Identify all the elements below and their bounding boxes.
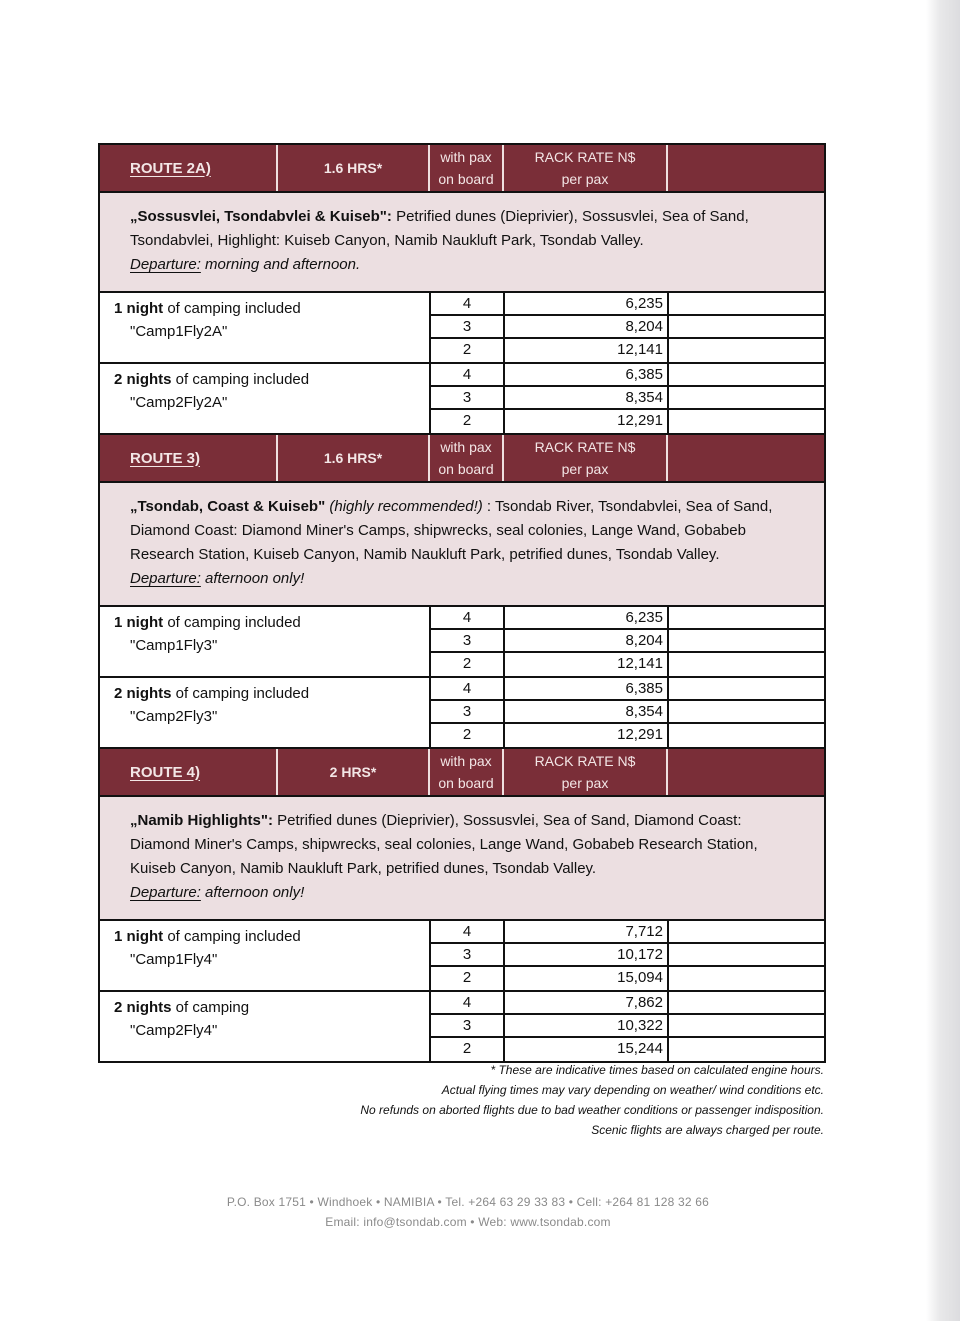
route-name: ROUTE 2A) (100, 145, 278, 191)
route-title: „Tsondab, Coast & Kuiseb" (130, 498, 326, 515)
nights-word: night (126, 928, 164, 945)
footnote-flying-times: Actual flying times may vary depending on weather/ wind conditions etc. (441, 1083, 824, 1097)
route-highlights: Petrified dunes (Dieprivier), Sossusvlei, Sea of Sand, Diamond Coast: Diamond Miner's Camps, shipwrecks, seal colonies, Lange Wand, Gobabeb Research Station, Kuiseb Canyon, Namib Naukluft Park, petrified dunes, Tsondab Valley. (130, 812, 758, 877)
pax-count-cell: 4 (431, 678, 505, 699)
rack-rate-cell: 6,235 (505, 607, 669, 628)
rate-row (431, 339, 824, 362)
route-header (100, 145, 824, 191)
description-body (130, 809, 794, 881)
route-highlights: : Tsondab River, Tsondabvlei, Sea of Sand, Diamond Coast: Diamond Miner's Camps, shipwrecks, seal colonies, Lange Wand, Gobabeb Research Station, Kuiseb Canyon, Namib Naukluft Park, petrified dunes, Tsondab Valley. (130, 498, 773, 563)
empty-header-cell (668, 749, 824, 795)
departure-label: Departure: (130, 256, 201, 273)
empty-cell (669, 1038, 824, 1061)
camping-description: of camping included (163, 300, 301, 317)
rack-rate-cell: 8,204 (505, 316, 669, 337)
camping-option (100, 364, 824, 433)
rate-rows (431, 678, 824, 747)
departure-line (130, 253, 794, 277)
route-header (100, 749, 824, 795)
pax-count-cell: 2 (431, 967, 505, 990)
nights-count: 1 (114, 300, 123, 317)
route-flight-time: 1.6 HRS* (278, 435, 430, 481)
camping-option (100, 607, 824, 678)
route-block (98, 433, 826, 747)
rate-row (431, 630, 824, 653)
rate-rows (431, 293, 824, 362)
camping-nights-line (114, 996, 415, 1019)
nights-word: nights (126, 685, 172, 702)
rack-rate-cell: 8,354 (505, 387, 669, 408)
contact-email-web: Email: info@tsondab.com • Web: www.tsondab.com (325, 1215, 611, 1229)
pax-count-cell: 4 (431, 992, 505, 1013)
route-description (100, 795, 824, 921)
pax-count-cell: 3 (431, 630, 505, 651)
empty-header-cell (668, 145, 824, 191)
pax-count-cell: 2 (431, 653, 505, 676)
pax-count-cell: 4 (431, 293, 505, 314)
pax-count-cell: 3 (431, 387, 505, 408)
camping-nights-line (114, 925, 415, 948)
footnote-engine-hours: * These are indicative times based on calculated engine hours. (490, 1063, 824, 1077)
nights-count: 1 (114, 614, 123, 631)
departure-line (130, 567, 794, 591)
camping-nights-line (114, 682, 415, 705)
empty-cell (669, 992, 824, 1013)
rate-row (431, 921, 824, 944)
rate-row (431, 364, 824, 387)
pax-header-line: on board (438, 171, 494, 187)
route-name: ROUTE 3) (100, 435, 278, 481)
camping-nights-line (114, 611, 415, 634)
rate-row (431, 316, 824, 339)
route-rate-table (98, 143, 826, 1063)
camping-nights-line (114, 368, 415, 391)
rate-column-header (504, 749, 668, 795)
route-flight-time: 1.6 HRS* (278, 145, 430, 191)
empty-cell (669, 293, 824, 314)
rate-row (431, 1038, 824, 1061)
rack-rate-cell: 10,322 (505, 1015, 669, 1036)
pax-count-cell: 2 (431, 1038, 505, 1061)
rack-rate-cell: 15,244 (505, 1038, 669, 1061)
empty-cell (669, 339, 824, 362)
empty-cell (669, 678, 824, 699)
empty-cell (669, 316, 824, 337)
footnotes (360, 1060, 824, 1140)
departure-label: Departure: (130, 570, 201, 587)
camping-option-label (100, 678, 431, 747)
empty-header-cell (668, 435, 824, 481)
camping-option (100, 921, 824, 992)
camping-option (100, 678, 824, 747)
package-code: "Camp1Fly4" (130, 951, 218, 968)
nights-word: nights (126, 371, 172, 388)
route-block (98, 747, 826, 1063)
departure-line (130, 881, 794, 905)
rate-row (431, 293, 824, 316)
camping-option-label (100, 992, 431, 1061)
camping-description: of camping included (163, 614, 301, 631)
empty-cell (669, 967, 824, 990)
rack-rate-cell: 12,141 (505, 653, 669, 676)
description-body (130, 495, 794, 567)
rate-row (431, 967, 824, 990)
pax-count-cell: 2 (431, 339, 505, 362)
scan-edge-shadow (926, 0, 960, 1321)
pax-count-cell: 3 (431, 316, 505, 337)
pax-count-cell: 3 (431, 1015, 505, 1036)
package-code: "Camp1Fly2A" (130, 323, 228, 340)
pax-count-cell: 2 (431, 410, 505, 433)
rate-row (431, 944, 824, 967)
rate-row (431, 653, 824, 676)
pax-count-cell: 4 (431, 607, 505, 628)
rate-row (431, 701, 824, 724)
rate-header-line: per pax (561, 775, 609, 791)
rack-rate-cell: 6,385 (505, 364, 669, 385)
rack-rate-cell: 7,862 (505, 992, 669, 1013)
pax-count-cell: 3 (431, 944, 505, 965)
route-description (100, 481, 824, 607)
pax-count-cell: 2 (431, 724, 505, 747)
rate-row (431, 992, 824, 1015)
route-header (100, 435, 824, 481)
rack-rate-cell: 12,291 (505, 724, 669, 747)
pax-count-cell: 4 (431, 364, 505, 385)
pax-header-line: with pax (440, 439, 492, 455)
empty-cell (669, 607, 824, 628)
route-highlights: Petrified dunes (Dieprivier), Sossusvlei, Sea of Sand, Tsondabvlei, Highlight: Kuiseb Canyon, Namib Naukluft Park, Tsondab Valley. (130, 208, 749, 249)
pax-column-header (430, 435, 504, 481)
nights-count: 2 (114, 371, 123, 388)
rack-rate-cell: 7,712 (505, 921, 669, 942)
camping-option-label (100, 921, 431, 990)
package-code: "Camp2Fly3" (130, 708, 218, 725)
contact-footer (0, 1192, 936, 1232)
pax-header-line: on board (438, 461, 494, 477)
rate-rows (431, 992, 824, 1061)
nights-count: 1 (114, 928, 123, 945)
rack-rate-cell: 6,235 (505, 293, 669, 314)
rate-row (431, 410, 824, 433)
departure-times: afternoon only! (200, 570, 305, 587)
footnote-charged-per-route: Scenic flights are always charged per route. (591, 1123, 824, 1137)
route-name: ROUTE 4) (100, 749, 278, 795)
rate-rows (431, 921, 824, 990)
rack-rate-cell: 12,291 (505, 410, 669, 433)
rate-row (431, 387, 824, 410)
rack-rate-cell: 10,172 (505, 944, 669, 965)
package-code: "Camp1Fly3" (130, 637, 218, 654)
rate-header-line: per pax (561, 461, 609, 477)
empty-cell (669, 1015, 824, 1036)
rate-row (431, 1015, 824, 1038)
pax-count-cell: 3 (431, 701, 505, 722)
departure-times: afternoon only! (200, 884, 305, 901)
nights-word: night (126, 614, 164, 631)
route-flight-time: 2 HRS* (278, 749, 430, 795)
rate-row (431, 607, 824, 630)
rate-header-line: RACK RATE N$ (534, 753, 636, 769)
rate-column-header (504, 145, 668, 191)
camping-option-label (100, 364, 431, 433)
pax-header-line: on board (438, 775, 494, 791)
package-code: "Camp2Fly2A" (130, 394, 228, 411)
empty-cell (669, 410, 824, 433)
camping-description: of camping included (163, 928, 301, 945)
route-block (98, 143, 826, 433)
rack-rate-cell: 15,094 (505, 967, 669, 990)
empty-cell (669, 921, 824, 942)
empty-cell (669, 387, 824, 408)
camping-nights-line (114, 297, 415, 320)
nights-word: night (126, 300, 164, 317)
camping-option-label (100, 607, 431, 676)
route-description (100, 191, 824, 293)
camping-description: of camping included (171, 371, 310, 388)
rack-rate-cell: 12,141 (505, 339, 669, 362)
route-title: „Namib Highlights": (130, 812, 273, 829)
camping-option-label (100, 293, 431, 362)
rate-header-line: RACK RATE N$ (534, 149, 636, 165)
camping-description: of camping included (171, 685, 310, 702)
description-body (130, 205, 794, 253)
rack-rate-cell: 8,204 (505, 630, 669, 651)
rate-rows (431, 607, 824, 676)
departure-times: morning and afternoon. (200, 256, 361, 273)
rate-column-header (504, 435, 668, 481)
rate-header-line: RACK RATE N$ (534, 439, 636, 455)
nights-count: 2 (114, 685, 123, 702)
empty-cell (669, 944, 824, 965)
pax-header-line: with pax (440, 149, 492, 165)
rate-header-line: per pax (561, 171, 609, 187)
rate-row (431, 678, 824, 701)
pax-header-line: with pax (440, 753, 492, 769)
empty-cell (669, 630, 824, 651)
rack-rate-cell: 8,354 (505, 701, 669, 722)
rack-rate-cell: 6,385 (505, 678, 669, 699)
empty-cell (669, 724, 824, 747)
empty-cell (669, 653, 824, 676)
rate-row (431, 724, 824, 747)
pax-column-header (430, 145, 504, 191)
package-code: "Camp2Fly4" (130, 1022, 218, 1039)
rate-rows (431, 364, 824, 433)
camping-description: of camping (171, 999, 250, 1016)
camping-option (100, 992, 824, 1061)
pax-column-header (430, 749, 504, 795)
empty-cell (669, 364, 824, 385)
nights-word: nights (126, 999, 172, 1016)
route-title: „Sossusvlei, Tsondabvlei & Kuiseb": (130, 208, 392, 225)
contact-address-phone: P.O. Box 1751 • Windhoek • NAMIBIA • Tel. +264 63 29 33 83 • Cell: +264 81 128 32 66 (226, 1195, 710, 1209)
pax-count-cell: 4 (431, 921, 505, 942)
departure-label: Departure: (130, 884, 201, 901)
empty-cell (669, 701, 824, 722)
camping-option (100, 293, 824, 364)
footnote-refunds: No refunds on aborted flights due to bad weather conditions or passenger indisposition. (360, 1103, 824, 1117)
route-recommendation: (highly recommended!) (325, 498, 483, 515)
nights-count: 2 (114, 999, 123, 1016)
